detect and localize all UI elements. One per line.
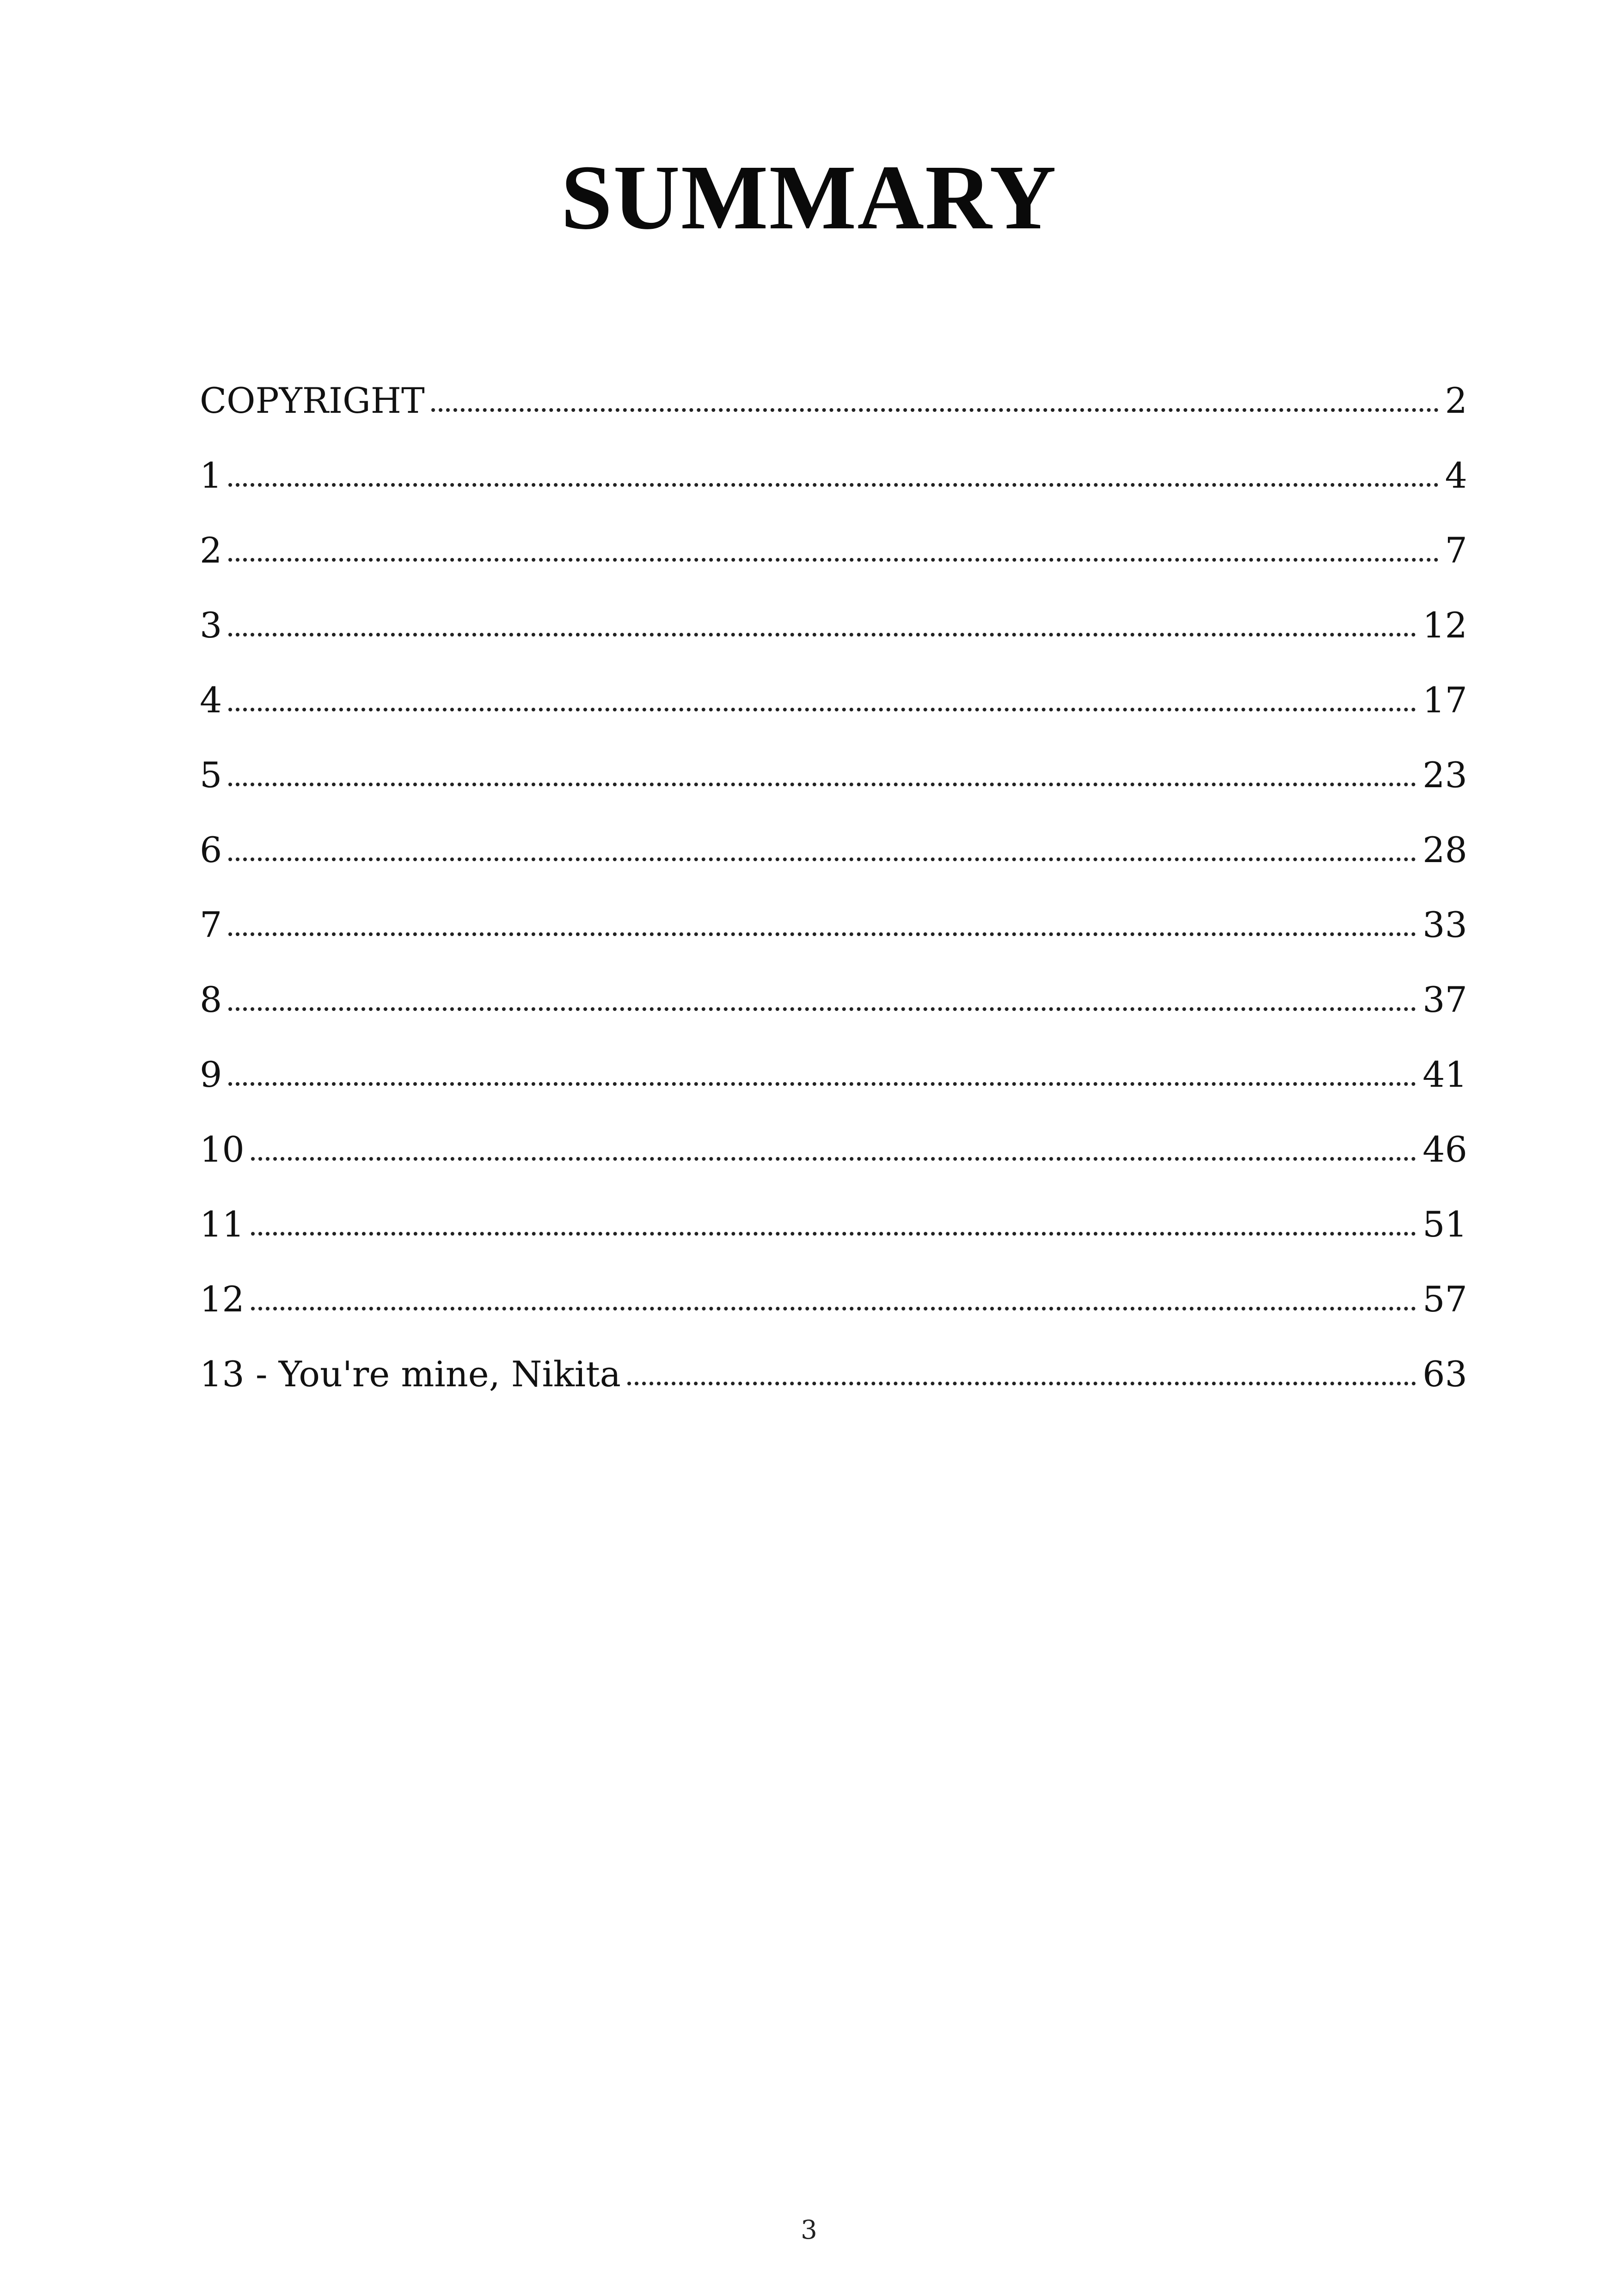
dot-leader [228,932,1416,936]
dot-leader [228,1082,1416,1086]
toc-entry-label: 3 [200,605,222,646]
toc-entry-label: COPYRIGHT [200,380,425,421]
toc-entry-chapter-7[interactable] [200,900,1467,974]
toc-entry-page: 33 [1422,904,1467,945]
toc-entry-label: 2 [200,530,222,571]
toc-entry-chapter-5[interactable] [200,750,1467,825]
dot-leader [431,408,1439,412]
toc-entry-chapter-6[interactable] [200,825,1467,900]
toc-entry-page: 51 [1422,1204,1467,1245]
toc-entry-page: 7 [1445,530,1467,571]
toc-entry-page: 63 [1422,1353,1467,1395]
dot-leader [251,1307,1416,1310]
toc-entry-label: 10 [200,1129,245,1170]
dot-leader [228,783,1416,786]
toc-entry-chapter-1[interactable] [200,450,1467,525]
dot-leader [627,1382,1416,1385]
toc-entry-label: 13 - You're mine, Nikita [200,1353,621,1395]
toc-entry-chapter-2[interactable] [200,525,1467,600]
toc-entry-page: 37 [1422,979,1467,1020]
toc-entry-chapter-4[interactable] [200,675,1467,750]
toc-entry-copyright[interactable] [200,375,1467,450]
toc-entry-page: 41 [1422,1054,1467,1095]
dot-leader [228,633,1416,637]
dot-leader [228,1007,1416,1011]
toc-entry-label: 6 [200,829,222,870]
toc-entry-label: 5 [200,754,222,796]
toc-entry-page: 23 [1422,754,1467,796]
toc-entry-chapter-13[interactable] [200,1349,1467,1424]
toc-entry-label: 7 [200,904,222,945]
dot-leader [228,708,1416,711]
toc-entry-page: 12 [1422,605,1467,646]
page-title: SUMMARY [561,147,1057,249]
toc-entry-chapter-3[interactable] [200,600,1467,675]
table-of-contents [200,375,1467,1424]
dot-leader [228,857,1416,861]
dot-leader [228,483,1438,487]
toc-entry-page: 17 [1422,680,1467,721]
toc-entry-label: 1 [200,455,222,496]
toc-entry-page: 4 [1445,455,1467,496]
toc-entry-chapter-9[interactable] [200,1049,1467,1124]
dot-leader [228,558,1438,562]
toc-entry-chapter-10[interactable] [200,1124,1467,1199]
toc-entry-label: 8 [200,979,222,1020]
page-number: 3 [801,2215,817,2245]
toc-entry-label: 11 [200,1204,245,1245]
dot-leader [251,1157,1416,1161]
toc-entry-chapter-8[interactable] [200,974,1467,1049]
toc-entry-page: 46 [1422,1129,1467,1170]
toc-entry-label: 4 [200,680,222,721]
dot-leader [251,1232,1416,1236]
toc-entry-label: 12 [200,1279,245,1320]
toc-entry-page: 2 [1445,380,1467,421]
toc-entry-label: 9 [200,1054,222,1095]
toc-entry-chapter-12[interactable] [200,1274,1467,1349]
toc-entry-page: 57 [1422,1279,1467,1320]
toc-entry-chapter-11[interactable] [200,1199,1467,1274]
toc-entry-page: 28 [1422,829,1467,870]
